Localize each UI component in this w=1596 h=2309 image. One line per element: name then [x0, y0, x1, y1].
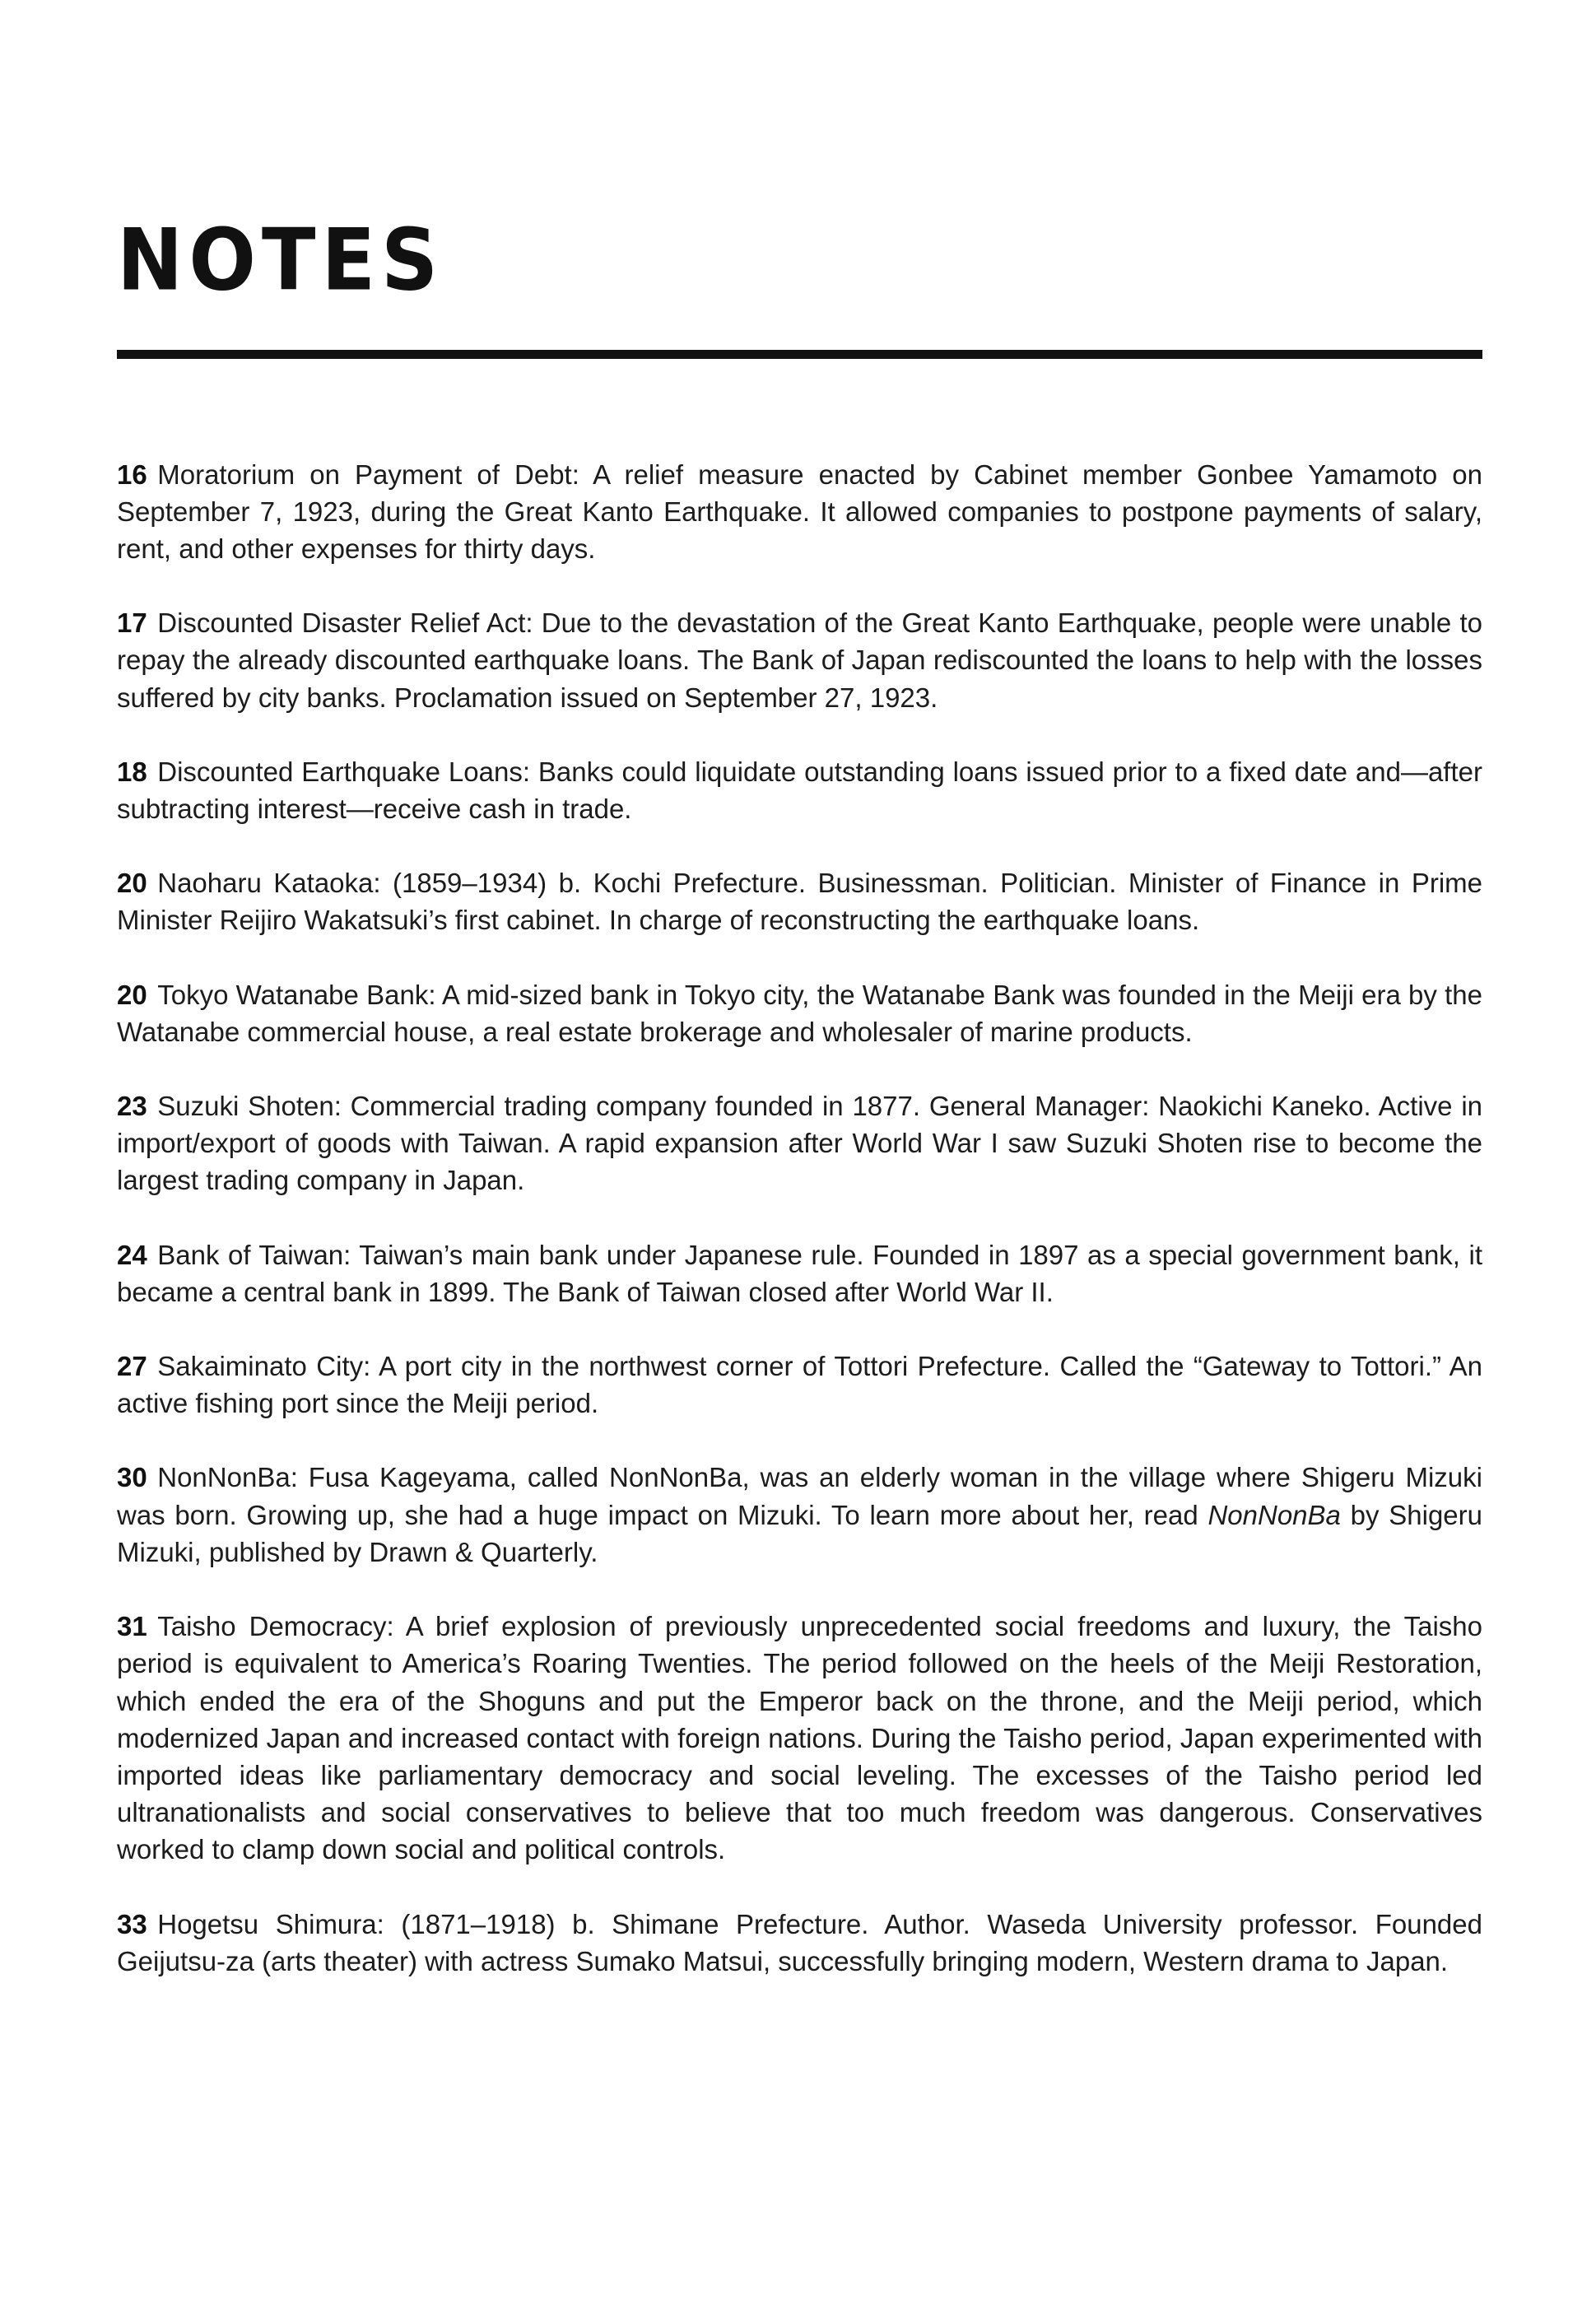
note-text [117, 1611, 1482, 1864]
note-text [117, 459, 1482, 564]
note-text-segment: Naoharu Kataoka: (1859–1934) b. Kochi Prefecture. Businessman. Politician. Minister of Finance in Prime Minister Reijiro Wakatsuki’s first cabinet. In charge of reconstructing the earthquake loans. [117, 868, 1482, 936]
note-number: 18 [117, 756, 147, 787]
note-item [117, 1608, 1482, 1868]
note-text [117, 1462, 1482, 1566]
note-text [117, 756, 1482, 824]
note-item [117, 456, 1482, 568]
note-number: 20 [117, 979, 147, 1010]
note-text [117, 1240, 1482, 1307]
note-text-segment: NonNonBa: Fusa Kageyama, called NonNonBa, was an elderly woman in the village where Shigeru Mizuki was born. Growing up, she had a huge impact on Mizuki. To learn more about her, read [117, 1462, 1482, 1530]
note-item [117, 1236, 1482, 1310]
note-item [117, 864, 1482, 938]
note-text-segment: Taisho Democracy: A brief explosion of previously unprecedented social freedoms and luxury, the Taisho period is equivalent to America’s Roaring Twenties. The period followed on the heels of the Meiji Restoration, which ended the era of the Shoguns and put the Emperor back on the throne, and the Meiji period, which modernized Japan and increased contact with foreign nations. During the Taisho period, Japan experimented with imported ideas like parliamentary democracy and social leveling. The excesses of the Taisho period led ultranationalists and social conservatives to believe that too much freedom was dangerous. Conservatives worked to clamp down social and political controls. [117, 1611, 1482, 1865]
note-text [117, 1091, 1482, 1195]
note-text-segment: Moratorium on Payment of Debt: A relief measure enacted by Cabinet member Gonbee Yamamoto on September 7, 1923, during the Great Kanto Earthquake. It allowed companies to postpone payments of salary, rent, and other expenses for thirty days. [117, 459, 1482, 565]
note-text [117, 1351, 1482, 1418]
note-text-segment: Discounted Earthquake Loans: Banks could liquidate outstanding loans issued prior to a fixed date and—after subtracting interest—receive cash in trade. [117, 756, 1482, 825]
note-item [117, 976, 1482, 1050]
note-number: 30 [117, 1462, 147, 1493]
note-text [117, 1909, 1482, 1976]
notes-list [117, 456, 1482, 1980]
note-number: 33 [117, 1908, 147, 1939]
note-text-segment: Hogetsu Shimura: (1871–1918) b. Shimane Prefecture. Author. Waseda University professor. Founded Geijutsu-za (arts theater) with actress Sumako Matsui, successfully bringing modern, Western drama to Japan. [117, 1908, 1482, 1976]
note-number: 24 [117, 1239, 147, 1270]
note-text [117, 868, 1482, 935]
note-item [117, 753, 1482, 827]
note-text-segment: Discounted Disaster Relief Act: Due to the devastation of the Great Kanto Earthquake, people were unable to repay the already discounted earthquake loans. The Bank of Japan rediscounted the loans to help with the losses suffered by city banks. Proclamation issued on September 27, 1923. [117, 608, 1482, 713]
note-text-segment: Bank of Taiwan: Taiwan’s main bank under Japanese rule. Founded in 1897 as a special government bank, it became a central bank in 1899. The Bank of Taiwan closed after World War II. [117, 1239, 1482, 1307]
note-item [117, 1348, 1482, 1422]
note-text-segment: Suzuki Shoten: Commercial trading company founded in 1877. General Manager: Naokichi Kaneko. Active in import/export of goods with Taiwan. A rapid expansion after World War I saw Suzuki Shoten rise to become the largest trading company in Japan. [117, 1091, 1482, 1196]
note-number: 16 [117, 459, 147, 490]
note-text [117, 980, 1482, 1047]
note-number: 31 [117, 1611, 147, 1642]
note-number: 17 [117, 608, 147, 639]
note-number: 23 [117, 1091, 147, 1122]
note-number: 27 [117, 1351, 147, 1382]
title-rule [117, 350, 1482, 359]
note-text-segment: Sakaiminato City: A port city in the northwest corner of Tottori Prefecture. Called the “Gateway to Tottori.” An active fishing port since the Meiji period. [117, 1351, 1482, 1419]
page-title: NOTES [117, 210, 444, 310]
note-item [117, 1459, 1482, 1571]
note-item [117, 1087, 1482, 1199]
note-text-italic-segment: NonNonBa [1207, 1499, 1341, 1530]
note-number: 20 [117, 868, 147, 899]
note-item [117, 604, 1482, 716]
note-text-segment: Tokyo Watanabe Bank: A mid-sized bank in Tokyo city, the Watanabe Bank was founded in the Meiji era by the Watanabe commercial house, a real estate brokerage and wholesaler of marine products. [117, 979, 1482, 1047]
note-text [117, 608, 1482, 712]
note-item [117, 1906, 1482, 1980]
note-text-segment: by Shigeru Mizuki, published by Drawn & Quarterly. [117, 1499, 1482, 1567]
